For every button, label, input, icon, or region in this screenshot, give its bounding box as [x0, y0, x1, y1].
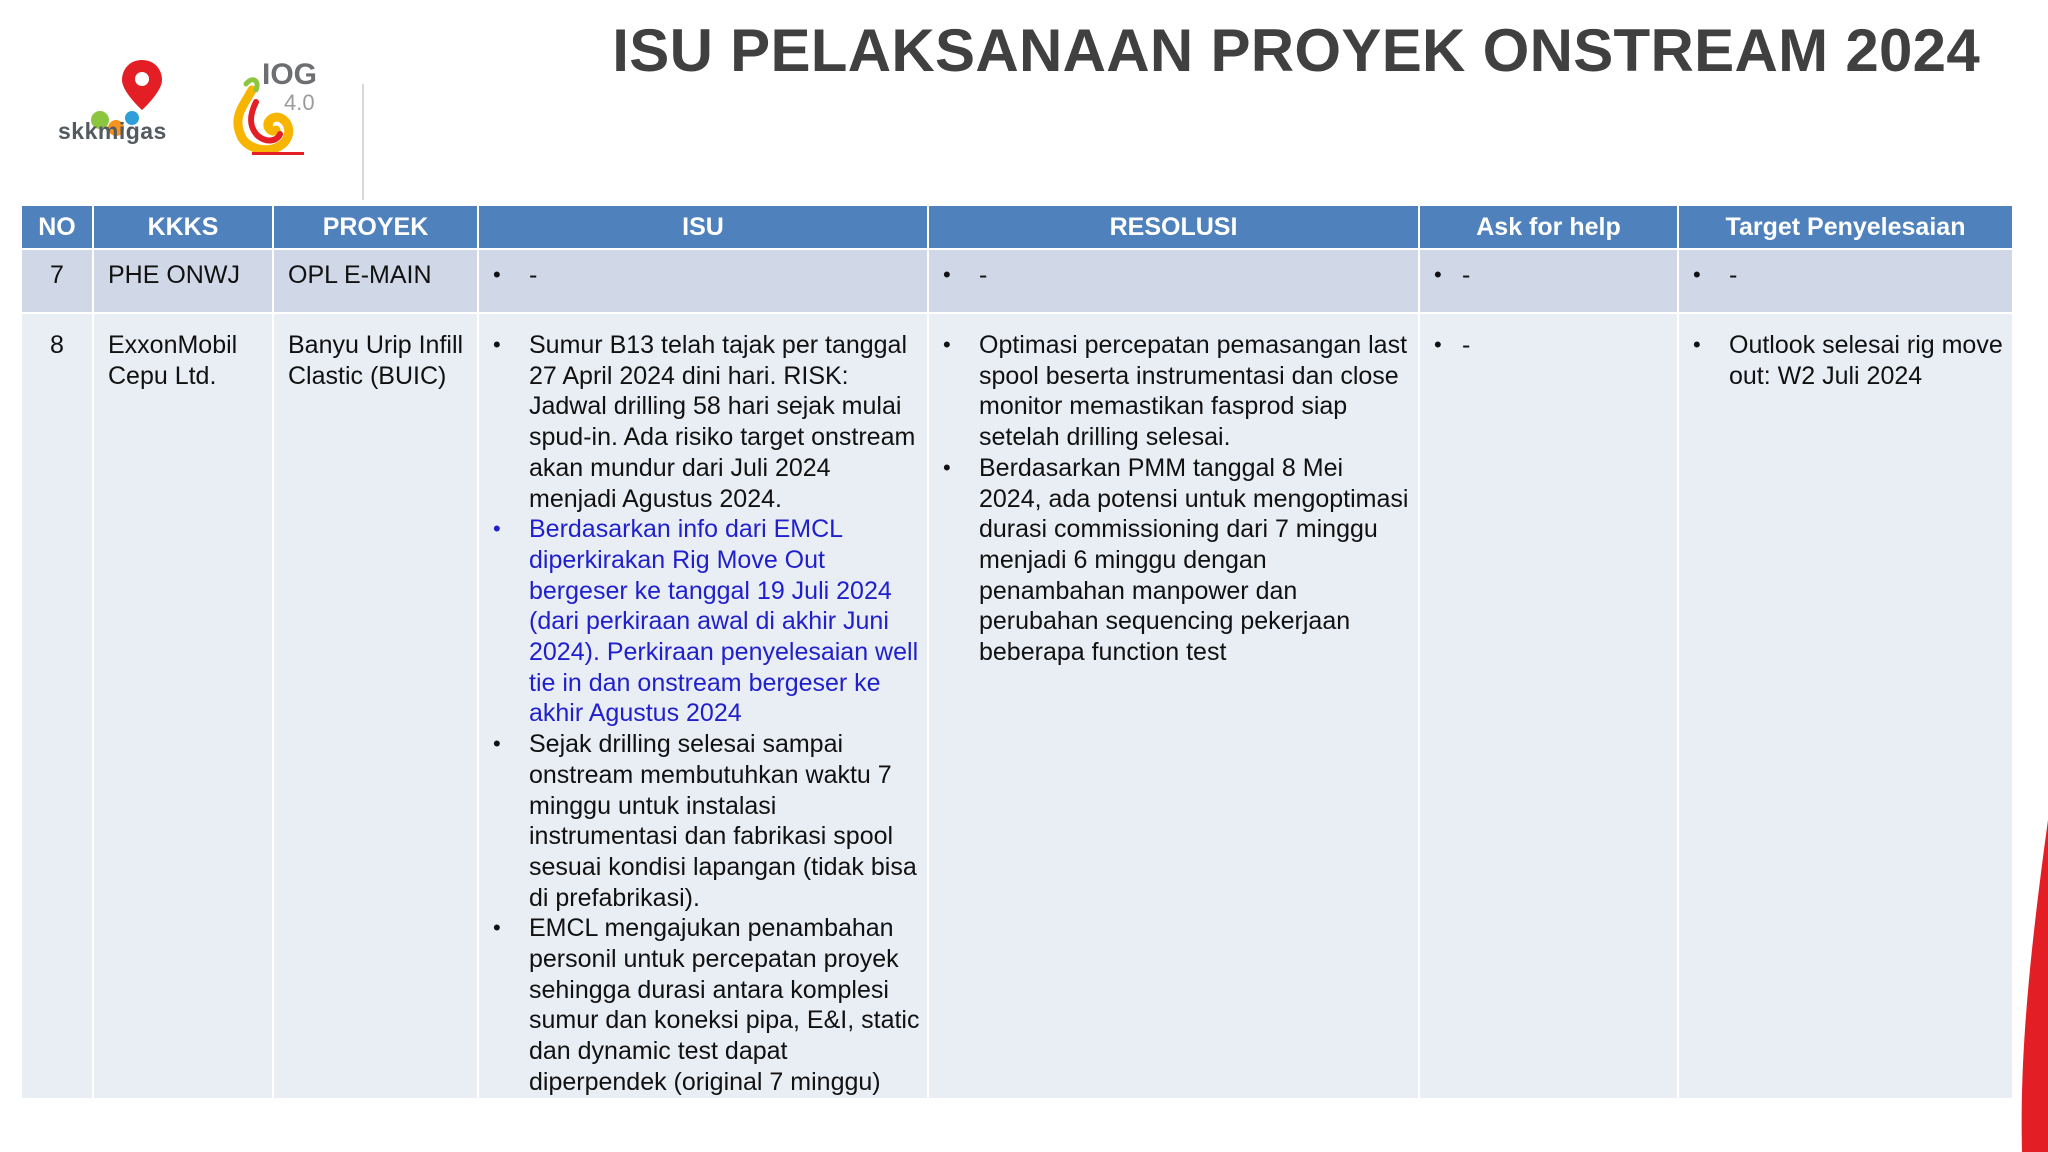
cell-no: 7 [21, 249, 93, 313]
target-bullet: • - [1679, 260, 2012, 291]
ask-bullet: • - [1420, 330, 1677, 361]
logo-divider [362, 84, 364, 200]
resolusi-bullet: • - [929, 260, 1418, 291]
cell-target [1678, 313, 2012, 1099]
cell-proyek: OPL E-MAIN [273, 249, 478, 313]
cell-kkks: ExxonMobil Cepu Ltd. [93, 313, 273, 1099]
header-no: NO [21, 205, 93, 249]
header-proyek: PROYEK [273, 205, 478, 249]
cell-isu [478, 249, 928, 313]
cell-proyek: Banyu Urip Infill Clastic (BUIC) [273, 313, 478, 1099]
red-corner-decoration [2008, 820, 2048, 1152]
logo-area [40, 40, 340, 170]
cell-target [1678, 249, 2012, 313]
isu-bullet-highlight: • Berdasarkan info dari EMCL diperkirakan Rig Move Out bergeser ke tanggal 19 Juli 2024 (dari perkiraan awal di akhir Juni 2024). Perkiraan penyelesaian well tie in dan onstream bergeser ke akhir Agustus 2024 [479, 514, 927, 729]
ask-bullet: • - [1420, 260, 1677, 291]
iog-logo [212, 50, 332, 160]
table-row [21, 249, 2012, 313]
cell-resolusi [928, 313, 1419, 1099]
isu-bullet: • Sejak drilling selesai sampai onstream membutuhkan waktu 7 minggu untuk instalasi instrumentasi dan fabrikasi spool sesuai kondisi lapangan (tidak bisa di prefabrikasi). [479, 729, 927, 913]
resolusi-bullet: • Berdasarkan PMM tanggal 8 Mei 2024, ada potensi untuk mengoptimasi durasi commissioning dari 7 minggu menjadi 6 minggu dengan penambahan manpower dan perubahan sequencing pekerjaan beberapa function test [929, 453, 1418, 668]
resolusi-bullet: • Optimasi percepatan pemasangan last spool beserta instrumentasi dan close monitor memastikan fasprod siap setelah drilling selesai. [929, 330, 1418, 453]
iog-text: IOG [262, 58, 318, 91]
isu-bullet: • Sumur B13 telah tajak per tanggal 27 April 2024 dini hari. RISK: Jadwal drilling 58 hari sejak mulai spud-in. Ada risiko target onstream akan mundur dari Juli 2024 menjadi Agustus 2024. [479, 330, 927, 514]
issue-table [20, 204, 2012, 1100]
page-title: ISU PELAKSANAAN PROYEK ONSTREAM 2024 [612, 17, 1980, 84]
header-kkks: KKKS [93, 205, 273, 249]
iog-version: 4.0 [284, 90, 315, 115]
isu-bullet: • EMCL mengajukan penambahan personil untuk percepatan proyek sehingga durasi antara komplesi sumur dan koneksi pipa, E&I, static dan dynamic test dapat diperpendek (original 7 minggu) [479, 913, 927, 1097]
table-header-row [21, 205, 2012, 249]
cell-kkks: PHE ONWJ [93, 249, 273, 313]
target-bullet: • Outlook selesai rig move out: W2 Juli 2024 [1679, 330, 2012, 391]
cell-no: 8 [21, 313, 93, 1099]
cell-isu [478, 313, 928, 1099]
header-target-penyelesaian: Target Penyelesaian [1678, 205, 2012, 249]
header-resolusi: RESOLUSI [928, 205, 1419, 249]
cell-ask-for-help [1419, 249, 1678, 313]
isu-bullet: • - [479, 260, 927, 291]
cell-resolusi [928, 249, 1419, 313]
skkmigas-logo [56, 58, 206, 168]
header-ask-for-help: Ask for help [1419, 205, 1678, 249]
table-row [21, 313, 2012, 1099]
skkmigas-wordmark: skkmigas [58, 118, 167, 144]
header-isu: ISU [478, 205, 928, 249]
cell-ask-for-help [1419, 313, 1678, 1099]
issue-table-container [20, 204, 2012, 1152]
